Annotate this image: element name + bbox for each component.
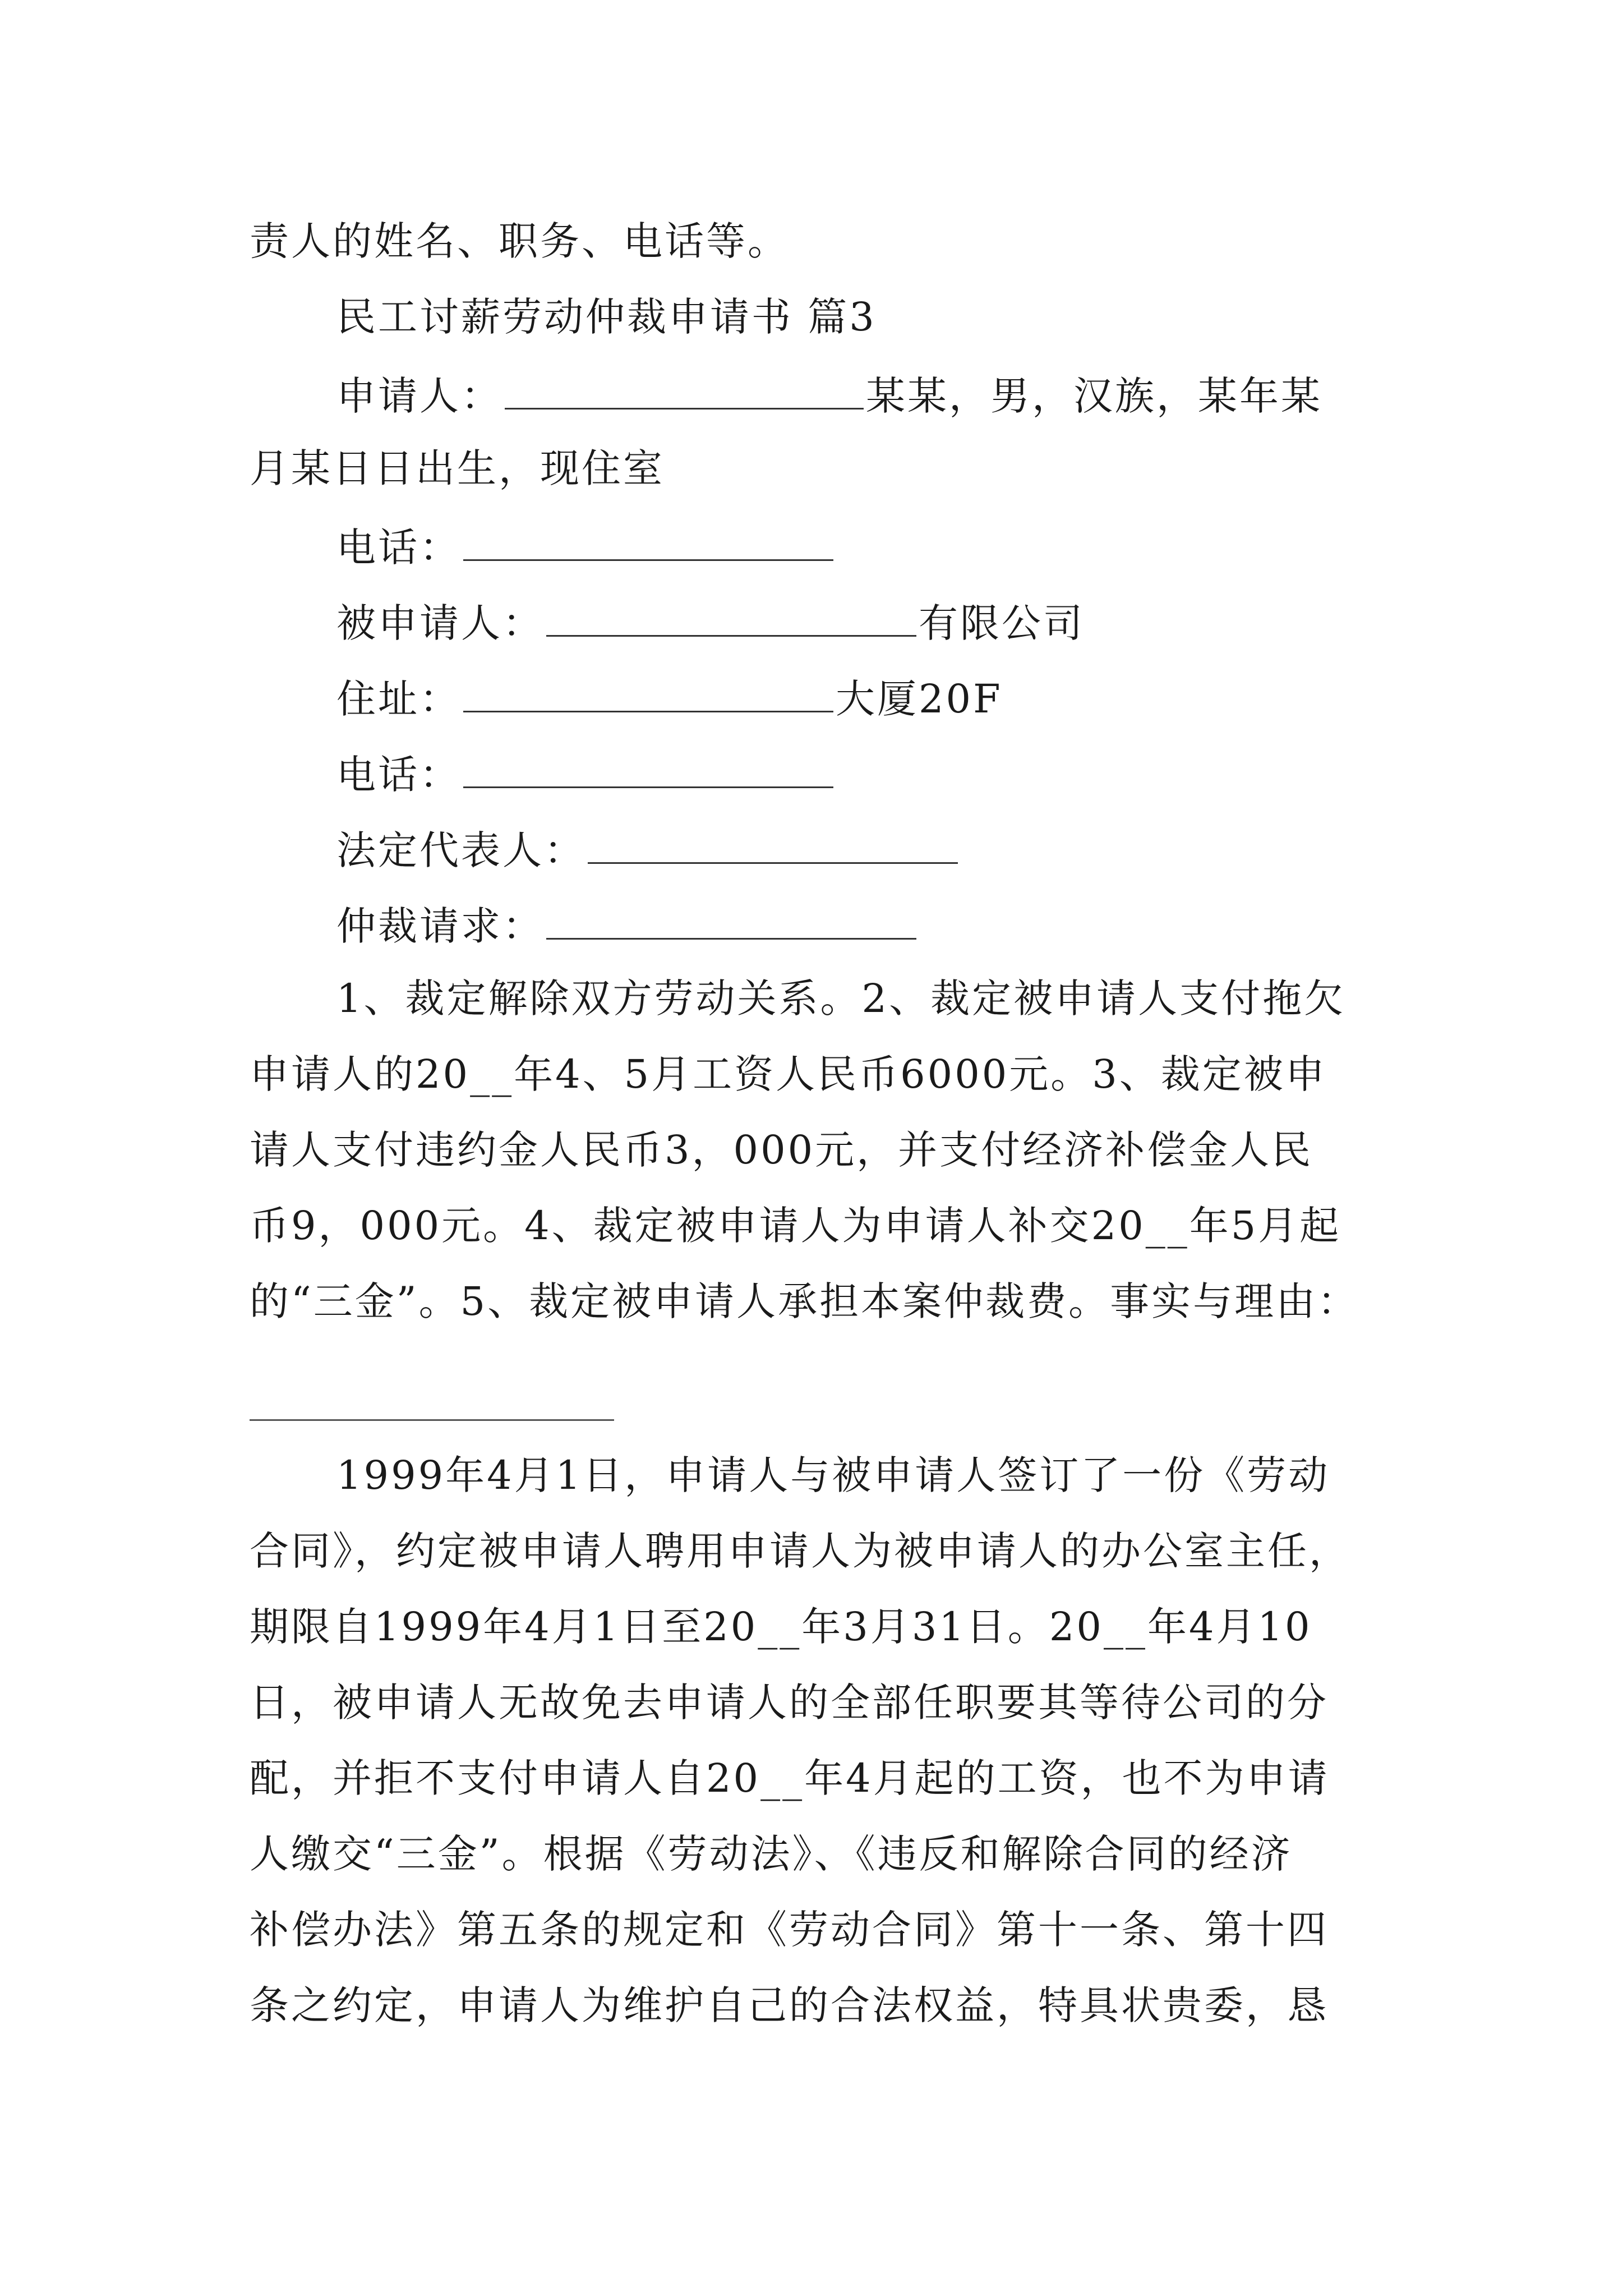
facts-text-5: 配，并拒不支付申请人自20__年4月起的工资，也不为申请 (250, 1755, 1330, 1801)
applicant-label: 申请人： (336, 373, 502, 419)
respondent-line (336, 600, 1085, 646)
facts-text-7: 补偿办法》第五条的规定和《劳动合同》第十一条、第十四 (250, 1907, 1329, 1953)
facts-text-6: 人缴交“三金”。根据《劳动法》、《违反和解除合同的经济 (250, 1831, 1293, 1877)
phone-blank (463, 524, 833, 561)
address-line (336, 676, 1003, 722)
claims-text-1: 1、裁定解除双方劳动关系。2、裁定被申请人支付拖欠 (336, 976, 1346, 1022)
applicant-info: 某某，男，汉族，某年某 (866, 373, 1322, 419)
claims-blank (546, 903, 916, 940)
legal-rep-line (336, 827, 960, 873)
address-building: 大厦20F (836, 676, 1003, 722)
section-heading: 民工讨薪劳动仲裁申请书 篇3 (336, 294, 877, 340)
claims-label: 仲裁请求： (336, 903, 544, 949)
address-label: 住址： (336, 676, 461, 722)
facts-text-1: 1999年4月1日，申请人与被申请人签订了一份《劳动 (336, 1452, 1330, 1498)
phone-label-2: 电话： (336, 752, 461, 798)
respondent-label: 被申请人： (336, 600, 544, 646)
claims-text-4: 币9，000元。4、裁定被申请人为申请人补交20__年5月起 (250, 1203, 1341, 1249)
phone-label: 电话： (336, 524, 461, 570)
legal-rep-blank (588, 827, 958, 864)
claims-text-3: 请人支付违约金人民币3，000元，并支付经济补偿金人民 (250, 1127, 1313, 1173)
applicant-birth-line: 月某日日出生，现住室 (250, 445, 665, 491)
applicant-blank (505, 373, 864, 409)
respondent-blank (546, 600, 916, 637)
separator-line (250, 1419, 614, 1421)
claims-line (336, 903, 919, 949)
facts-text-8: 条之约定，申请人为维护自己的合法权益，特具状贵委，恳 (250, 1982, 1329, 2028)
claims-text-2: 申请人的20__年4、5月工资人民币6000元。3、裁定被申 (250, 1051, 1327, 1097)
facts-text-3: 期限自1999年4月1日至20__年3月31日。20__年4月10 (250, 1604, 1312, 1650)
facts-text-2: 合同》，约定被申请人聘用申请人为被申请人的办公室主任， (250, 1528, 1350, 1574)
applicant-line (336, 373, 1322, 419)
respondent-phone-line (336, 752, 836, 798)
phone-blank-2 (463, 752, 833, 788)
address-blank (463, 676, 833, 712)
facts-text-4: 日，被申请人无故免去申请人的全部任职要其等待公司的分 (250, 1680, 1329, 1726)
text-line-responsible-person: 责人的姓名、职务、电话等。 (250, 218, 789, 264)
legal-rep-label: 法定代表人： (336, 827, 585, 873)
claims-text-5: 的“三金”。5、裁定被申请人承担本案仲裁费。事实与理由： (250, 1278, 1359, 1324)
respondent-company: 有限公司 (919, 600, 1085, 646)
applicant-phone-line (336, 524, 836, 570)
